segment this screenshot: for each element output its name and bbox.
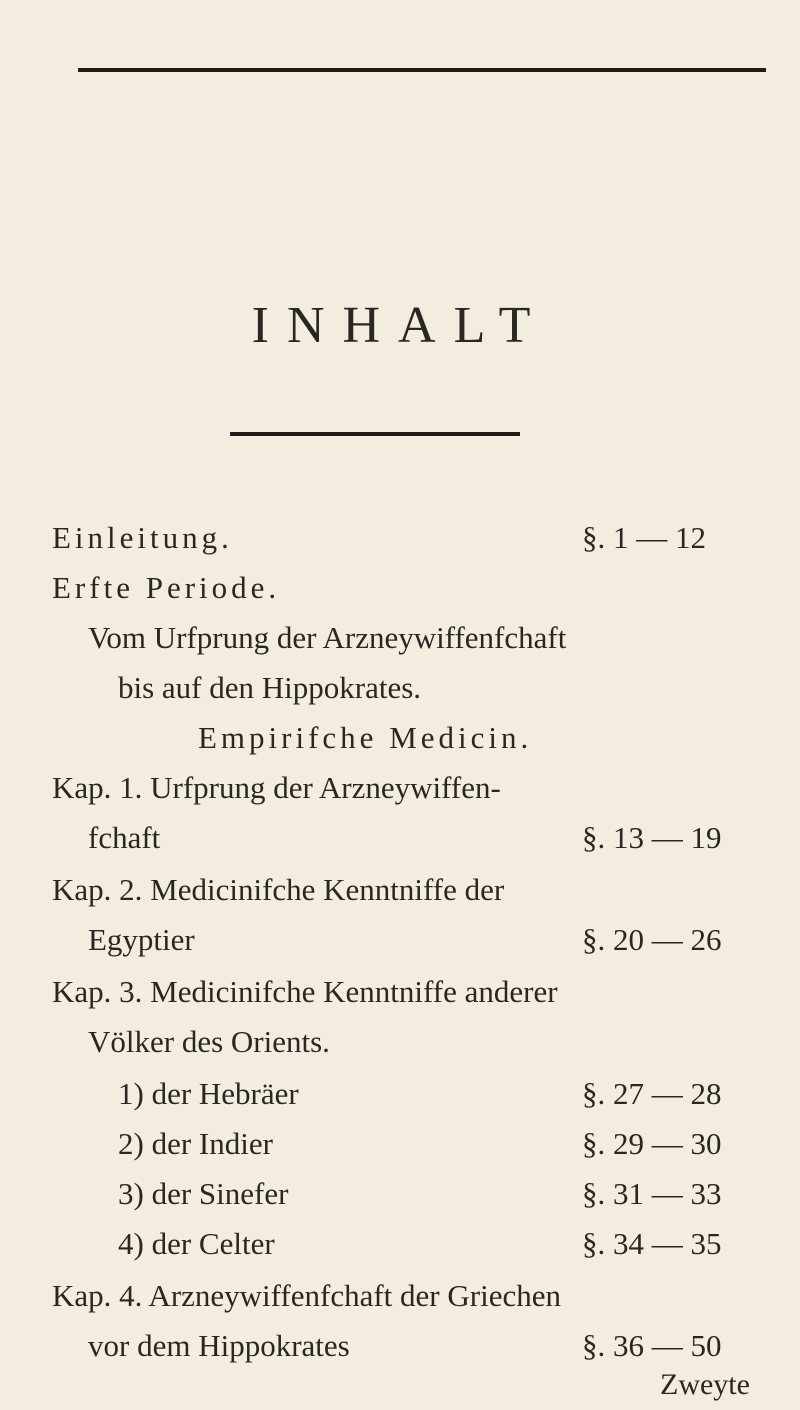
title-rule [230,432,520,436]
entry-text: Kap. 3. Medicinifche Kenntniffe anderer [52,974,558,1009]
entry-text: Kap. 4. Arzneywiffenfchaft der Griechen [52,1278,561,1313]
entry-text: Vom Urfprung der Arzneywiffenfchaft [88,620,567,655]
entry-text: Egyptier [88,922,195,957]
entry-text: fchaft [88,820,161,855]
entry-text: Völker des Orients. [88,1024,330,1059]
entry-text: Einleitung. [52,520,233,555]
entry-text: Kap. 1. Urfprung der Arzneywiffen- [52,770,501,805]
entry-ref: §. 13 — 19 [582,820,722,855]
entry-text: Erfte Periode. [52,570,281,605]
entry-text: 1) der Hebräer [118,1076,299,1111]
top-rule [78,68,766,72]
entry-text: Kap. 2. Medicinifche Kenntniffe der [52,872,505,907]
entry-ref: §. 1 — 12 [582,520,706,555]
entry-ref: §. 20 — 26 [582,922,722,957]
entry-text: 3) der Sinefer [118,1176,289,1211]
entry-ref: §. 31 — 33 [582,1176,722,1211]
entry-text: bis auf den Hippokrates. [118,670,422,705]
entry-ref: §. 27 — 28 [582,1076,722,1111]
entry-text: 2) der Indier [118,1126,273,1161]
entry-text: vor dem Hippokrates [88,1328,350,1363]
entry-text: 4) der Celter [118,1226,275,1261]
catchword: Zweyte [660,1368,750,1401]
page-title: INHALT [251,297,549,354]
entry-text: Empirifche Medicin. [198,720,533,755]
entry-ref: §. 34 — 35 [582,1226,722,1261]
entry-ref: §. 29 — 30 [582,1126,722,1161]
entry-ref: §. 36 — 50 [582,1328,722,1363]
